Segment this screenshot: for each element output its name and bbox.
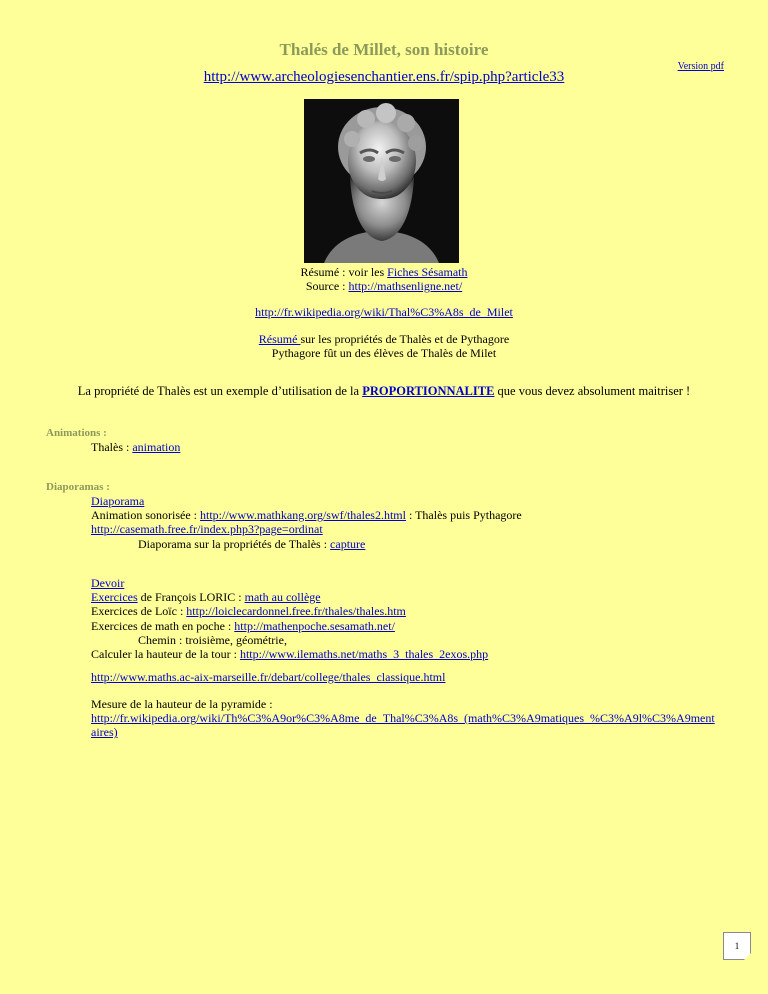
animation-item bbox=[91, 440, 731, 454]
animation-sonorisee-item bbox=[91, 508, 731, 522]
tour-prefix: Calculer la hauteur de la tour : bbox=[91, 647, 240, 662]
resume-link[interactable]: Résumé bbox=[258, 332, 301, 346]
mathenpoche-item bbox=[91, 619, 731, 633]
resume2-text: sur les propriétés de Thalès et de Pythagore bbox=[300, 332, 510, 346]
anim-sonorisee-suffix: : Thalès puis Pythagore bbox=[405, 508, 522, 523]
diaporama-item bbox=[91, 494, 731, 508]
mathkang-link[interactable]: http://www.mathkang.org/swf/thales2.html bbox=[199, 508, 406, 523]
diaporamas-block bbox=[91, 494, 731, 551]
animation-prefix: Thalès : bbox=[91, 440, 133, 454]
loric-text: de François LORIC : bbox=[137, 590, 245, 605]
aix-marseille-link[interactable]: http://www.maths.ac-aix-marseille.fr/debart/college/thales_classique.html bbox=[91, 670, 446, 684]
ilemaths-link[interactable]: http://www.ilemaths.net/maths_3_thales_2exos.php bbox=[239, 647, 489, 662]
pyramide-link-wrap bbox=[91, 711, 716, 739]
capture-item bbox=[91, 537, 731, 551]
wikipedia-theoreme-link[interactable]: http://fr.wikipedia.org/wiki/Th%C3%A9or%C3%A8me_de_Thal%C3%A8s_(math%C3%A9matiques_%C3%A9l%C3%A9mentaires) bbox=[91, 711, 715, 740]
loic-item bbox=[91, 604, 731, 618]
tour-item bbox=[91, 647, 731, 661]
version-pdf-link[interactable]: Version pdf bbox=[677, 61, 724, 72]
wiki-line bbox=[0, 305, 768, 319]
archeologie-url-link[interactable]: http://www.archeologiesenchantier.ens.fr/spip.php?article33 bbox=[203, 69, 565, 85]
animations-block bbox=[91, 440, 731, 454]
math-au-college-link[interactable]: math au collège bbox=[244, 590, 321, 605]
resume2-line bbox=[0, 332, 768, 346]
page-curl-icon bbox=[744, 953, 751, 960]
poche-prefix: Exercices de math en poche : bbox=[91, 618, 235, 633]
animations-heading: Animations : bbox=[46, 427, 107, 439]
pythagore-line: Pythagore fût un des élèves de Thalès de Milet bbox=[271, 346, 497, 360]
marseille-block bbox=[91, 670, 731, 684]
loric-item bbox=[91, 590, 731, 604]
casemath-item bbox=[91, 522, 731, 536]
devoir-link[interactable]: Devoir bbox=[91, 576, 125, 590]
resume-prefix: Résumé : voir les bbox=[300, 265, 388, 279]
property-prefix: La propriété de Thalès est un exemple d’utilisation de la bbox=[77, 384, 363, 398]
page-number: 1 bbox=[734, 941, 740, 951]
property-suffix: que vous devez absolument maitriser ! bbox=[494, 384, 691, 398]
casemath-link[interactable]: http://casemath.free.fr/index.php3?page=ordinat bbox=[91, 522, 323, 537]
thales-bust-photo-icon bbox=[304, 99, 459, 263]
diaporamas-heading: Diaporamas : bbox=[46, 481, 110, 493]
source-prefix: Source : bbox=[305, 279, 349, 293]
wikipedia-thales-link[interactable]: http://fr.wikipedia.org/wiki/Thal%C3%A8s_de_Milet bbox=[255, 305, 513, 319]
exercices-link[interactable]: Exercices bbox=[91, 590, 138, 605]
mathsenligne-link[interactable]: http://mathsenligne.net/ bbox=[348, 279, 463, 293]
capture-link[interactable]: capture bbox=[330, 536, 366, 551]
summary-source-line bbox=[0, 279, 768, 293]
mathenpoche-link[interactable]: http://mathenpoche.sesamath.net/ bbox=[234, 618, 395, 633]
loiclecardonnel-link[interactable]: http://loiclecardonnel.free.fr/thales/thales.htm bbox=[186, 604, 406, 619]
proportionnalite-link[interactable]: PROPORTIONNALITE bbox=[362, 384, 495, 398]
thales-bust-image bbox=[304, 99, 459, 263]
devoir-item bbox=[91, 576, 731, 590]
page-number-box bbox=[723, 932, 751, 960]
exercises-block bbox=[91, 576, 731, 661]
pyramide-text: Mesure de la hauteur de la pyramide : bbox=[91, 697, 273, 711]
page-title: Thalés de Millet, son histoire bbox=[279, 40, 489, 59]
fiches-sesamath-link[interactable]: Fiches Sésamath bbox=[387, 265, 468, 279]
loic-prefix: Exercices de Loïc : bbox=[91, 604, 187, 619]
summary-resume-line bbox=[0, 265, 768, 279]
capture-prefix: Diaporama sur la propriétés de Thalès : bbox=[138, 536, 331, 551]
pyramide-block bbox=[91, 697, 731, 740]
animation-link[interactable]: animation bbox=[132, 440, 181, 454]
diaporama-link[interactable]: Diaporama bbox=[91, 494, 145, 508]
main-url-line bbox=[0, 69, 768, 86]
property-line bbox=[0, 384, 768, 399]
chemin-item: Chemin : troisième, géométrie, bbox=[138, 632, 287, 647]
anim-sonorisee-prefix: Animation sonorisée : bbox=[91, 508, 200, 523]
